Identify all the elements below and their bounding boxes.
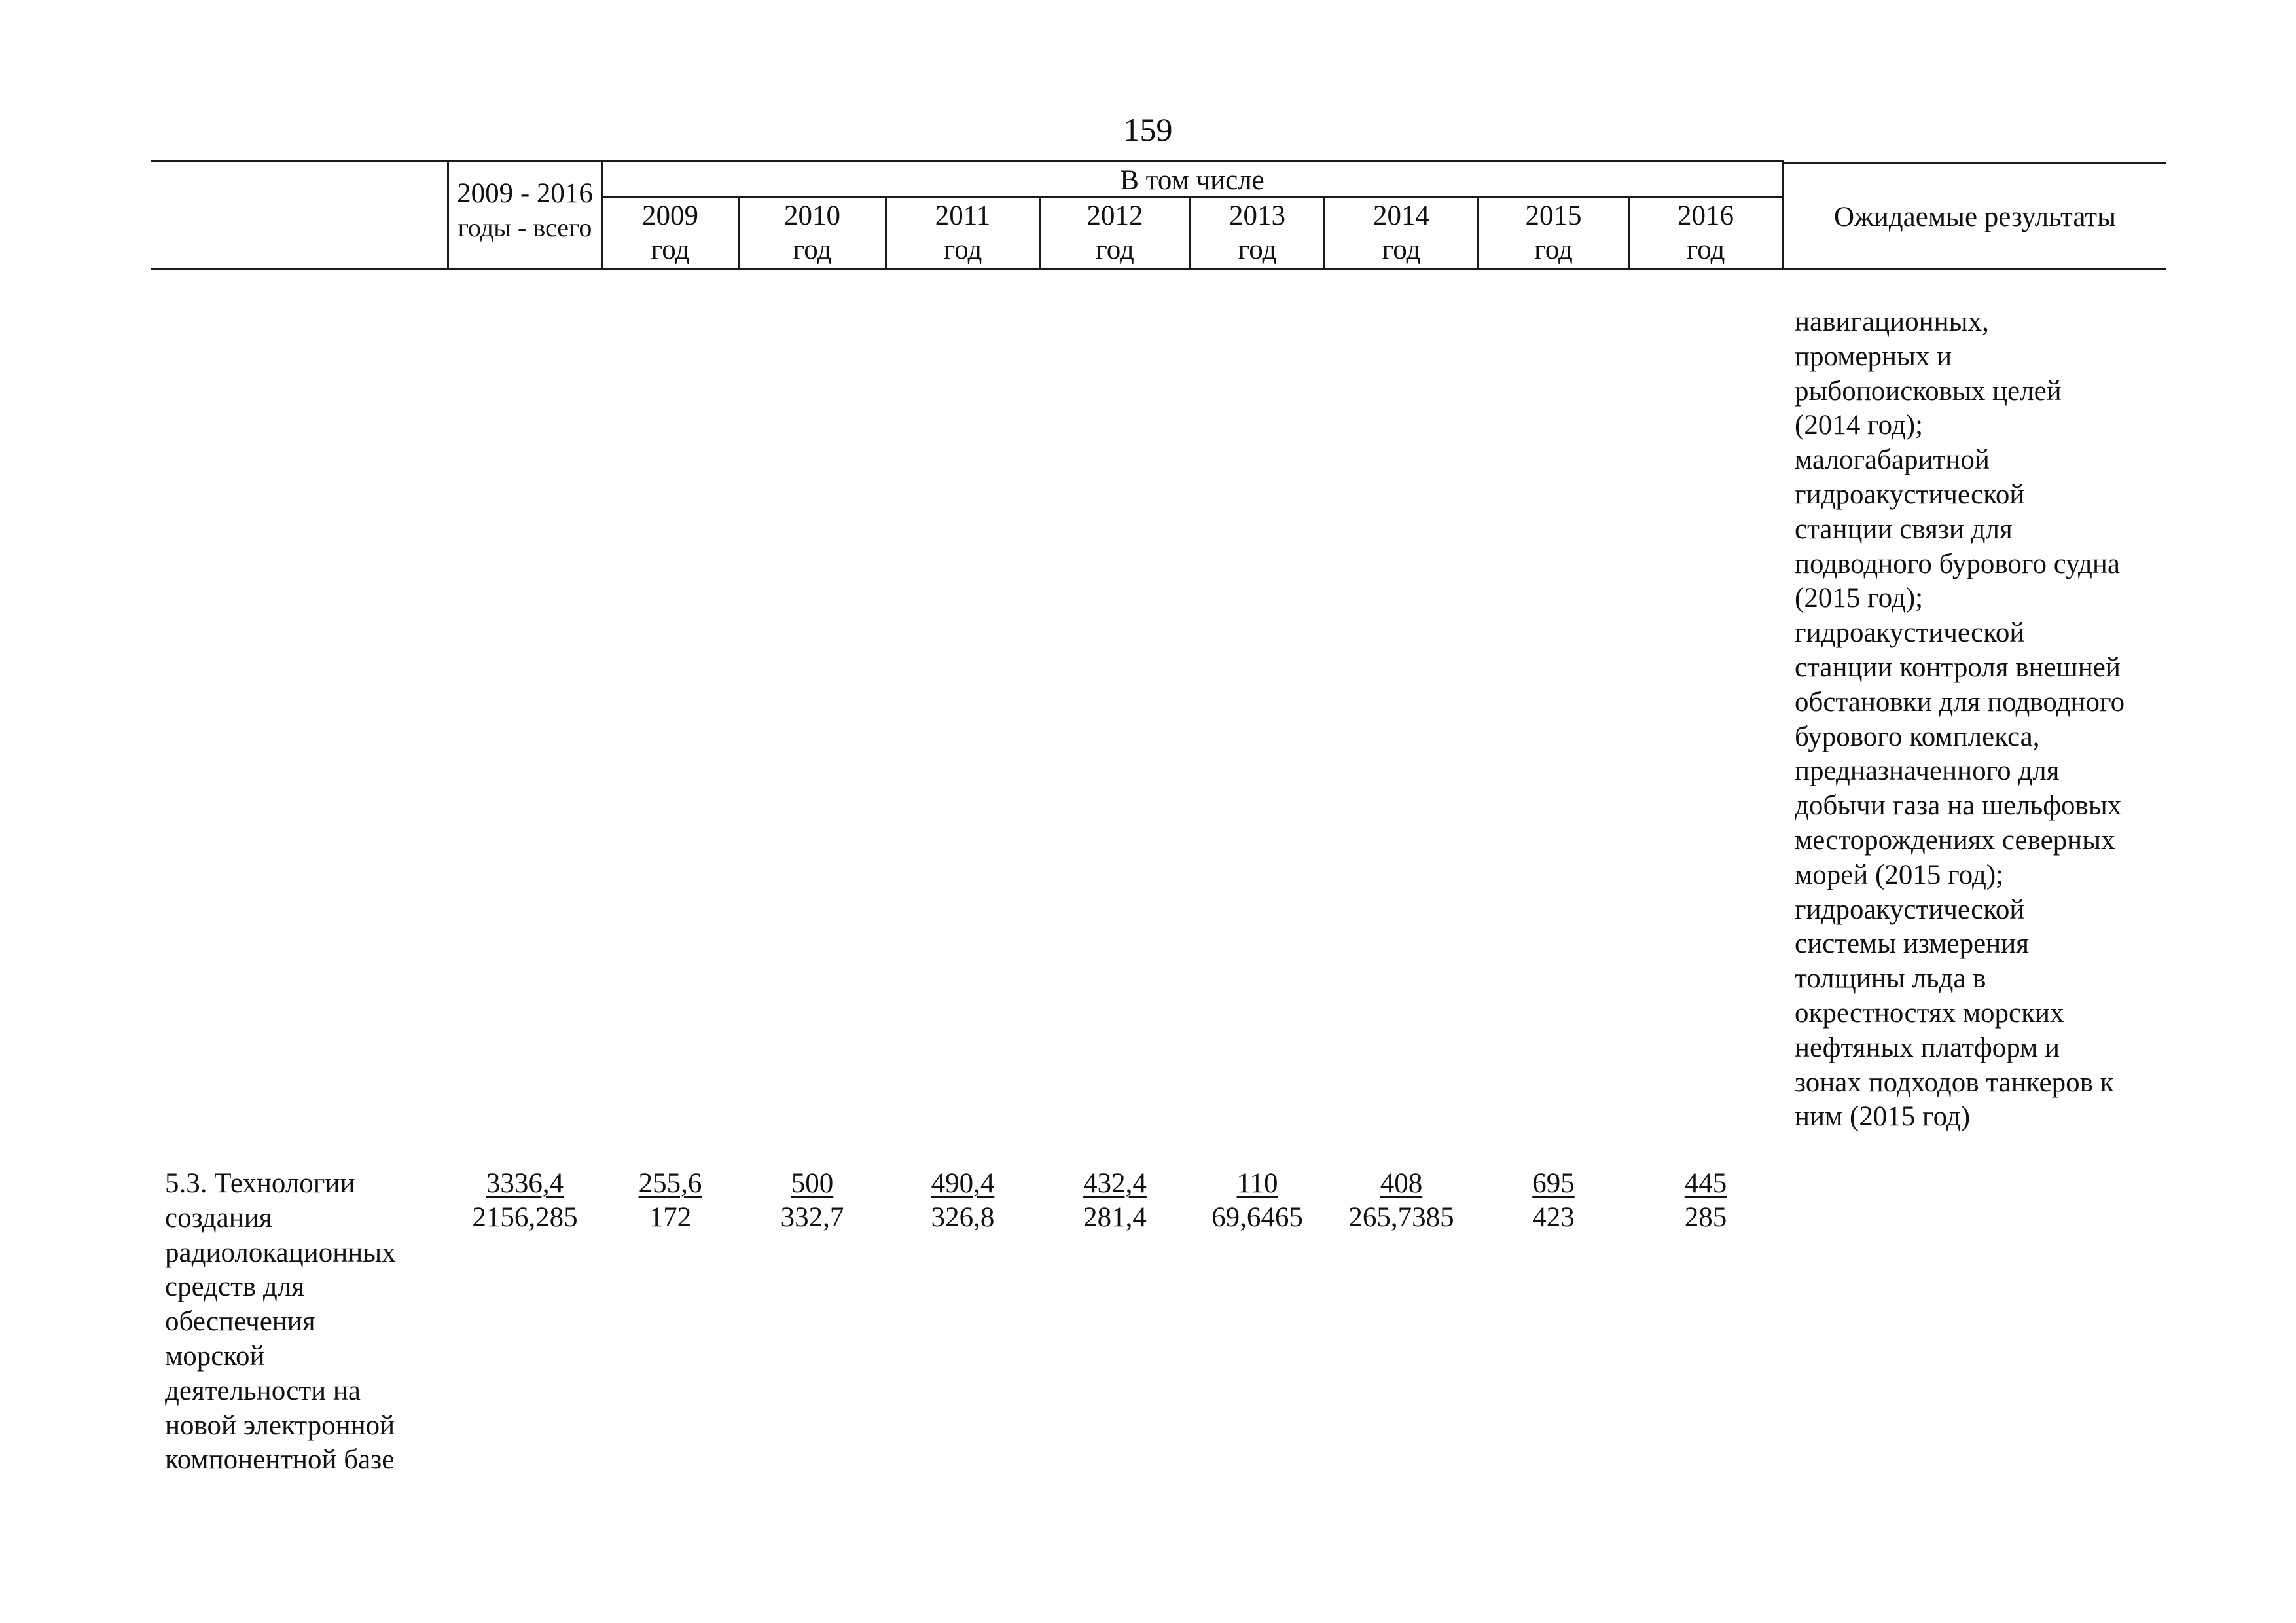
results-column-header: Ожидаемые результаты	[1834, 202, 2116, 232]
year-unit: год	[1534, 234, 1573, 265]
results-line: добычи газа на шельфовых	[1795, 790, 2122, 822]
year-label: 2015	[1525, 200, 1582, 231]
row-name	[165, 1167, 396, 1478]
value-planned: 695	[1532, 1168, 1575, 1199]
results-line: рыбопоисковых целей	[1795, 375, 2062, 407]
value-federal: 69,6465	[1211, 1202, 1303, 1233]
value-federal: 326,8	[931, 1202, 995, 1233]
value-federal: 2156,285	[472, 1202, 578, 1233]
year-label: 2016	[1677, 200, 1734, 231]
value-federal: 285	[1684, 1202, 1727, 1233]
value-federal: 423	[1532, 1202, 1575, 1233]
value-planned: 110	[1236, 1168, 1278, 1199]
row-name-line: компонентной базе	[165, 1444, 395, 1476]
cell-total	[449, 1167, 601, 1235]
year-unit: год	[1686, 234, 1725, 265]
value-planned: 255,6	[638, 1168, 702, 1199]
value-planned: 432,4	[1083, 1168, 1147, 1199]
year-header-2015	[1479, 199, 1628, 267]
cell-2014	[1325, 1167, 1477, 1235]
results-line: окрестностях морских	[1795, 997, 2064, 1029]
results-line: бурового комплекса,	[1795, 721, 2040, 752]
results-line: гидроакустической	[1795, 479, 2025, 510]
year-label: 2012	[1086, 200, 1143, 231]
results-line: морей (2015 год);	[1795, 859, 2004, 890]
results-line: малогабаритной	[1795, 445, 1990, 476]
results-line: гидроакустической	[1795, 894, 2025, 925]
total-column-header	[449, 177, 601, 245]
results-line: станции связи для	[1795, 513, 2013, 545]
value-federal: 281,4	[1083, 1202, 1147, 1233]
value-planned: 445	[1684, 1168, 1727, 1199]
results-line: толщины льда в	[1795, 963, 1986, 994]
total-label-line1: 2009 - 2016	[457, 178, 593, 209]
results-line: нефтяных платформ и	[1795, 1032, 2060, 1063]
page-number: 159	[1123, 111, 1173, 148]
year-header-2011	[887, 199, 1039, 267]
row-name-line: средств для	[165, 1271, 305, 1303]
results-top-rule	[1782, 162, 2166, 164]
cell-2009	[603, 1167, 738, 1235]
results-line: обстановки для подводного	[1795, 686, 2125, 718]
year-label: 2010	[784, 200, 840, 231]
year-unit: год	[943, 234, 982, 265]
row-name-line: морской	[165, 1340, 265, 1372]
year-unit: год	[793, 234, 832, 265]
results-line: ним (2015 год)	[1795, 1101, 1971, 1133]
cell-2016	[1630, 1167, 1782, 1235]
results-line: гидроакустической	[1795, 617, 2025, 649]
results-line: зонах подходов танкеров к	[1795, 1067, 2114, 1098]
year-unit: год	[1238, 234, 1277, 265]
results-line: навигационных,	[1795, 306, 1989, 337]
results-line: (2014 год);	[1795, 410, 1924, 441]
value-planned: 490,4	[931, 1168, 995, 1199]
value-federal: 332,7	[780, 1202, 844, 1233]
cell-2013	[1191, 1167, 1323, 1235]
year-label: 2011	[935, 200, 991, 231]
row-name-line: радиолокационных	[165, 1237, 396, 1268]
header-top-rule	[151, 160, 1782, 162]
year-label: 2009	[642, 200, 698, 231]
year-unit: год	[1382, 234, 1421, 265]
results-line: предназначенного для	[1795, 756, 2060, 787]
row-name-line: создания	[165, 1202, 272, 1233]
row-name-line: 5.3. Технологии	[165, 1168, 355, 1199]
year-header-2014	[1325, 199, 1477, 267]
value-planned: 3336,4	[486, 1168, 564, 1199]
year-label: 2013	[1229, 200, 1285, 231]
year-header-2013	[1191, 199, 1323, 267]
total-label-line2: годы - всего	[457, 213, 592, 242]
cell-2011	[887, 1167, 1039, 1235]
header-bottom-rule	[151, 268, 2166, 270]
year-header-2010	[740, 199, 885, 267]
row-name-line: обеспечения	[165, 1306, 315, 1338]
cell-2012	[1041, 1167, 1189, 1235]
value-federal: 265,7385	[1348, 1202, 1454, 1233]
results-line: промерных и	[1795, 340, 1952, 372]
row-name-line: новой электронной	[165, 1410, 395, 1441]
value-planned: 500	[791, 1168, 834, 1199]
group-header: В том числе	[1120, 165, 1265, 196]
value-federal: 172	[649, 1202, 692, 1233]
cell-2010	[740, 1167, 885, 1235]
results-line: подводного бурового судна	[1795, 548, 2120, 579]
row-name-line: деятельности на	[165, 1375, 361, 1406]
year-unit: год	[1096, 234, 1134, 265]
year-header-2012	[1041, 199, 1189, 267]
expected-results-continuation	[1795, 305, 2125, 1135]
cell-2015	[1479, 1167, 1628, 1235]
results-line: месторождениях северных	[1795, 824, 2115, 856]
year-label: 2014	[1373, 200, 1429, 231]
results-line: системы измерения	[1795, 928, 2029, 960]
value-planned: 408	[1380, 1168, 1423, 1199]
year-header-2016	[1630, 199, 1782, 267]
results-line: (2015 год);	[1795, 583, 1924, 614]
year-header-2009	[603, 199, 738, 267]
results-line: станции контроля внешней	[1795, 651, 2121, 683]
year-unit: год	[651, 234, 690, 265]
